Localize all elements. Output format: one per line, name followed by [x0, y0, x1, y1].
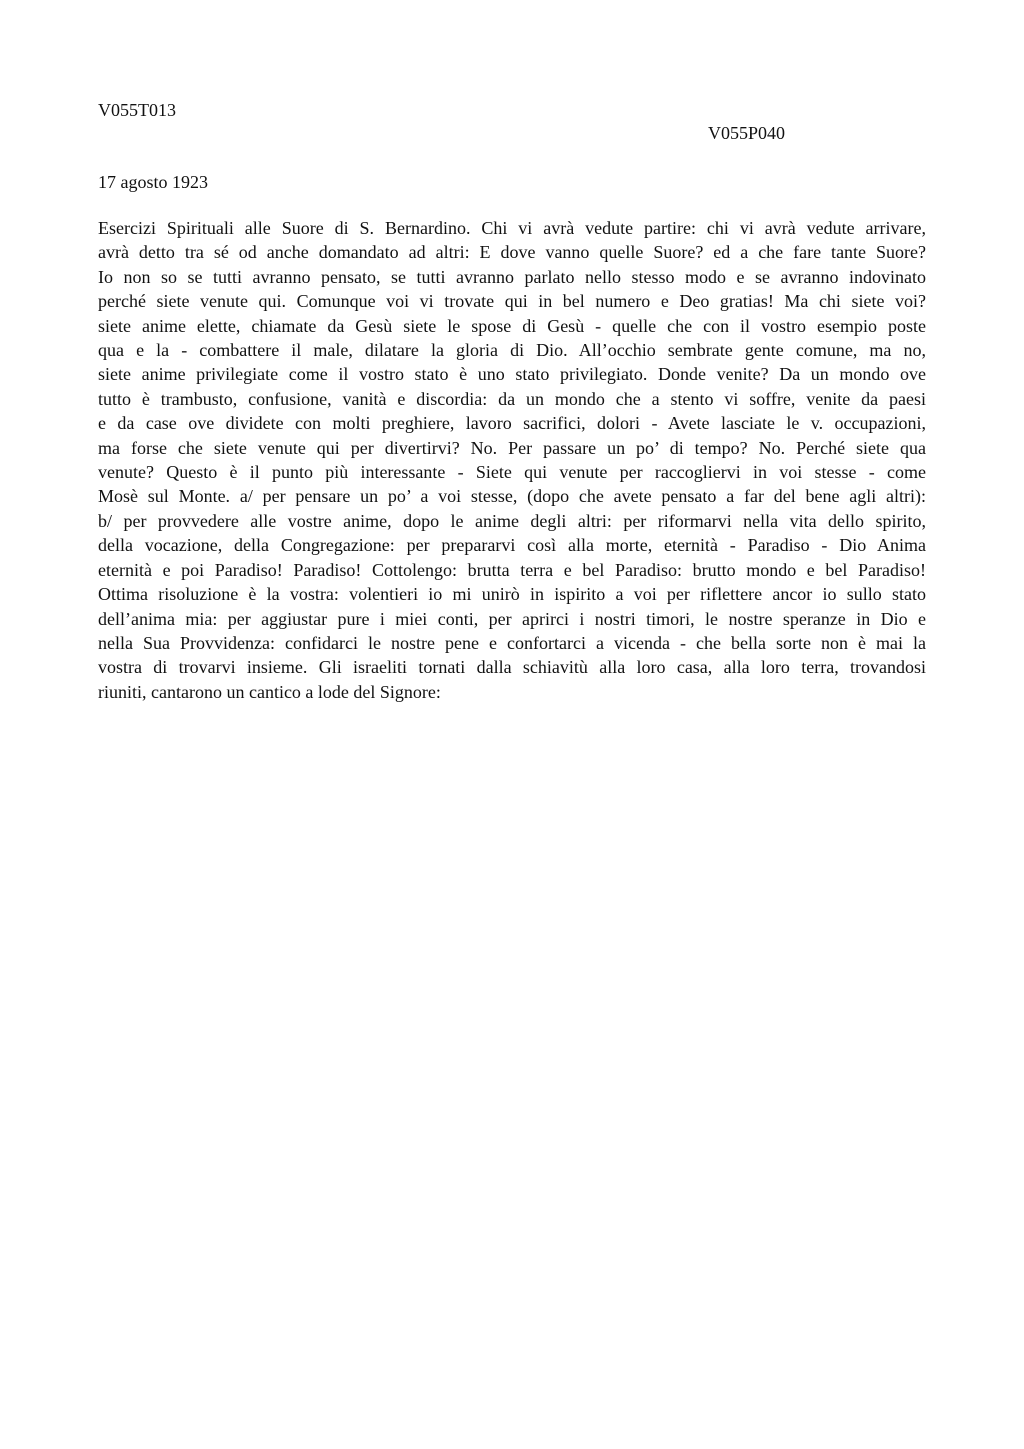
- body-paragraph: [98, 216, 926, 704]
- text-line: tutto è trambusto, confusione, vanità e discordia: da un mondo che a stento vi soffre, venite da paesi: [98, 388, 926, 409]
- text-line: venute? Questo è il punto più interessante - Siete qui venute per raccogliervi in voi stesse - come: [98, 462, 926, 483]
- text-line: Esercizi Spirituali alle Suore di S. Bernardino. Chi vi avrà vedute partire: chi vi avrà vedute arrivare,: [98, 218, 926, 238]
- document-code: V055T013: [98, 100, 176, 120]
- text-line: qua e la - combattere il male, dilatare la gloria di Dio. All’occhio sembrate gente comune, ma no,: [98, 340, 926, 361]
- text-line: Ottima risoluzione è la vostra: volentieri io mi unirò in ispirito a voi per riflettere ancor io sullo stato: [98, 584, 926, 605]
- text-line: Mosè sul Monte. a/ per pensare un po’ a voi stesse, (dopo che avete pensato a far del bene agli altri):: [98, 486, 926, 507]
- text-line: dell’anima mia: per aggiustar pure i miei conti, per aprirci i nostri timori, le nostre speranze in Dio e: [98, 608, 926, 629]
- text-line: siete anime elette, chiamate da Gesù siete le spose di Gesù - quelle che con il vostro esempio poste: [98, 315, 926, 336]
- text-line: eternità e poi Paradiso! Paradiso! Cottolengo: brutta terra e bel Paradiso: brutto mondo e bel Paradiso!: [98, 559, 926, 580]
- text-line: nella Sua Provvidenza: confidarci le nostre pene e confortarci a vicenda - che bella sorte non è mai la: [98, 632, 926, 653]
- text-line: della vocazione, della Congregazione: per prepararvi così alla morte, eternità - Paradiso - Dio Anima: [98, 535, 926, 556]
- text-line: siete anime privilegiate come il vostro stato è uno stato privilegiato. Donde venite? Da un mondo ove: [98, 364, 926, 385]
- page-code: V055P040: [708, 123, 786, 143]
- text-line: Io non so se tutti avranno pensato, se tutti avranno parlato nello stesso modo e se avranno indovinato: [98, 266, 926, 287]
- document-date: 17 agosto 1923: [98, 172, 208, 192]
- text-line: vostra di trovarvi insieme. Gli israeliti tornati dalla schiavitù alla loro casa, alla loro terra, trovandosi: [98, 657, 926, 678]
- text-line: b/ per provvedere alle vostre anime, dopo le anime degli altri: per riformarvi nella vita dello spirito,: [98, 510, 926, 531]
- text-line: perché siete venute qui. Comunque voi vi trovate qui in bel numero e Deo gratias! Ma chi siete voi?: [98, 291, 926, 312]
- text-line: riuniti, cantarono un cantico a lode del Signore:: [98, 681, 441, 702]
- text-line: e da case ove dividete con molti preghiere, lavoro sacrifici, dolori - Avete lasciate le v. occupazioni,: [98, 413, 926, 434]
- text-line: ma forse che siete venute qui per divertirvi? No. Per passare un po’ di tempo? No. Perché siete qua: [98, 437, 926, 458]
- text-line: avrà detto tra sé od anche domandato ad altri: E dove vanno quelle Suore? ed a che fare tante Suore?: [98, 242, 926, 263]
